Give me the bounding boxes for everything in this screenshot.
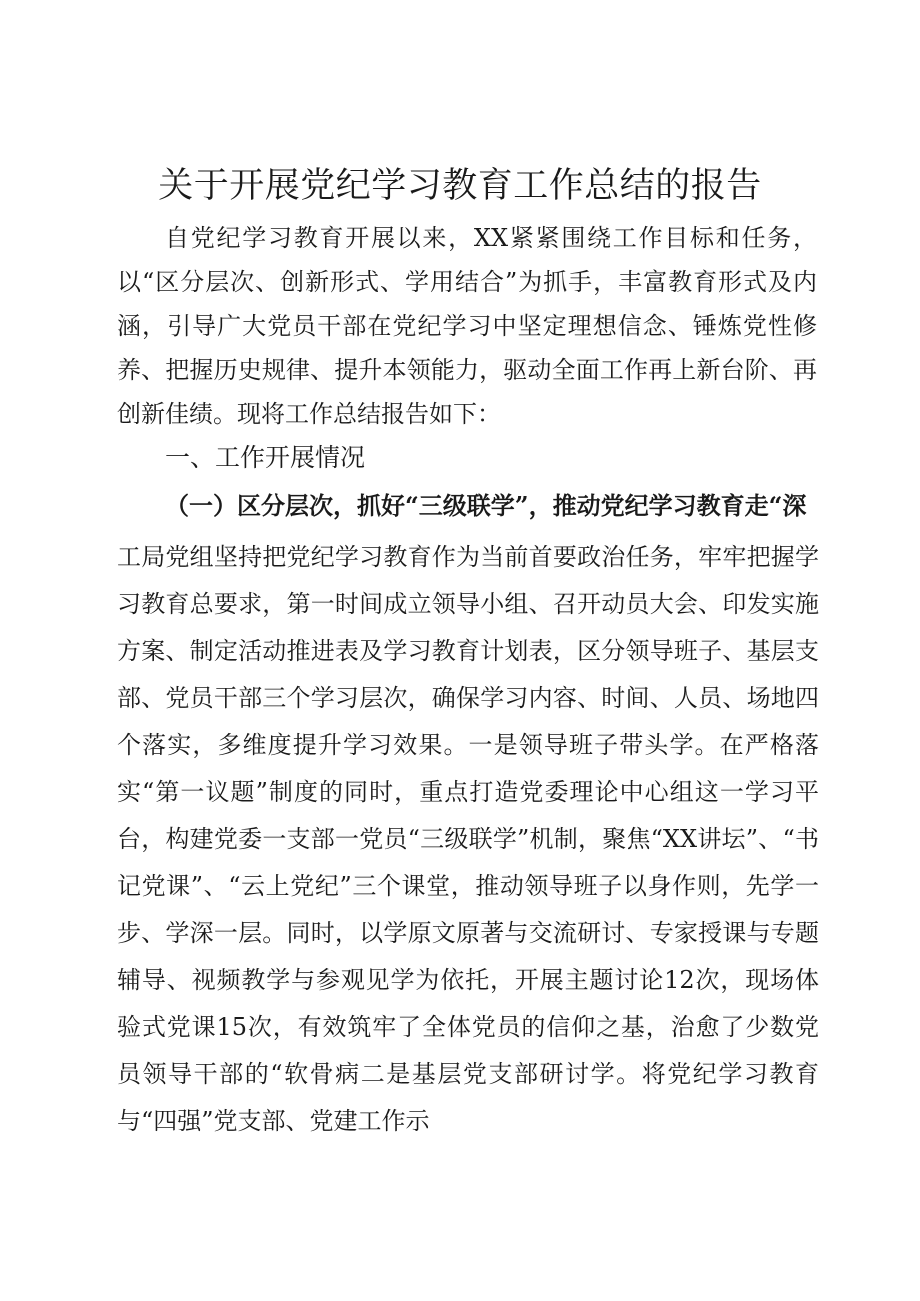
document-title: 关于开展党纪学习教育工作总结的报告: [158, 166, 762, 206]
section-heading: 一、工作开展情况: [165, 443, 366, 472]
body-paragraph: 工局党组坚持把党纪学习教育作为当前首要政治任务，牢牢把握学习教育总要求，第一时间成立领导小组、召开动员大会、印发实施方案、制定活动推进表及学习教育计划表，区分领导班子、基层支部、党员干部三个学习层次，确保学习内容、时间、人员、场地四个落实，多维度提升学习效果。一是领导班子带头学。在严格落实“第一议题”制度的同时，重点打造党委理论中心组这一学习平台，构建党委一支部一党员“三级联学”机制，聚焦“XX讲坛”、“书记党课”、“云上党纪”三个课堂，推动领导班子以身作则，先学一步、学深一层。同时，以学原文原著与交流研讨、专家授课与专题辅导、视频教学与参观见学为依托，开展主题讨论12次，现场体验式党课15次，有效筑牢了全体党员的信仰之基，治愈了少数党员领导干部的“软骨病二是基层党支部研讨学。将党纪学习教育与“四强”党支部、党建工作示: [117, 543, 819, 1135]
intro-paragraph: 自党纪学习教育开展以来，XX紧紧围绕工作目标和任务，以“区分层次、创新形式、学用结合”为抓手，丰富教育形式及内涵，引导广大党员干部在党纪学习中坚定理想信念、锤炼党性修养、把握历史规律、提升本领能力，驱动全面工作再上新台阶、再创新佳绩。现将工作总结报告如下：: [117, 224, 817, 428]
subsection-heading: （一）区分层次，抓好“三级联学”，推动党纪学习教育走“深: [165, 491, 807, 520]
